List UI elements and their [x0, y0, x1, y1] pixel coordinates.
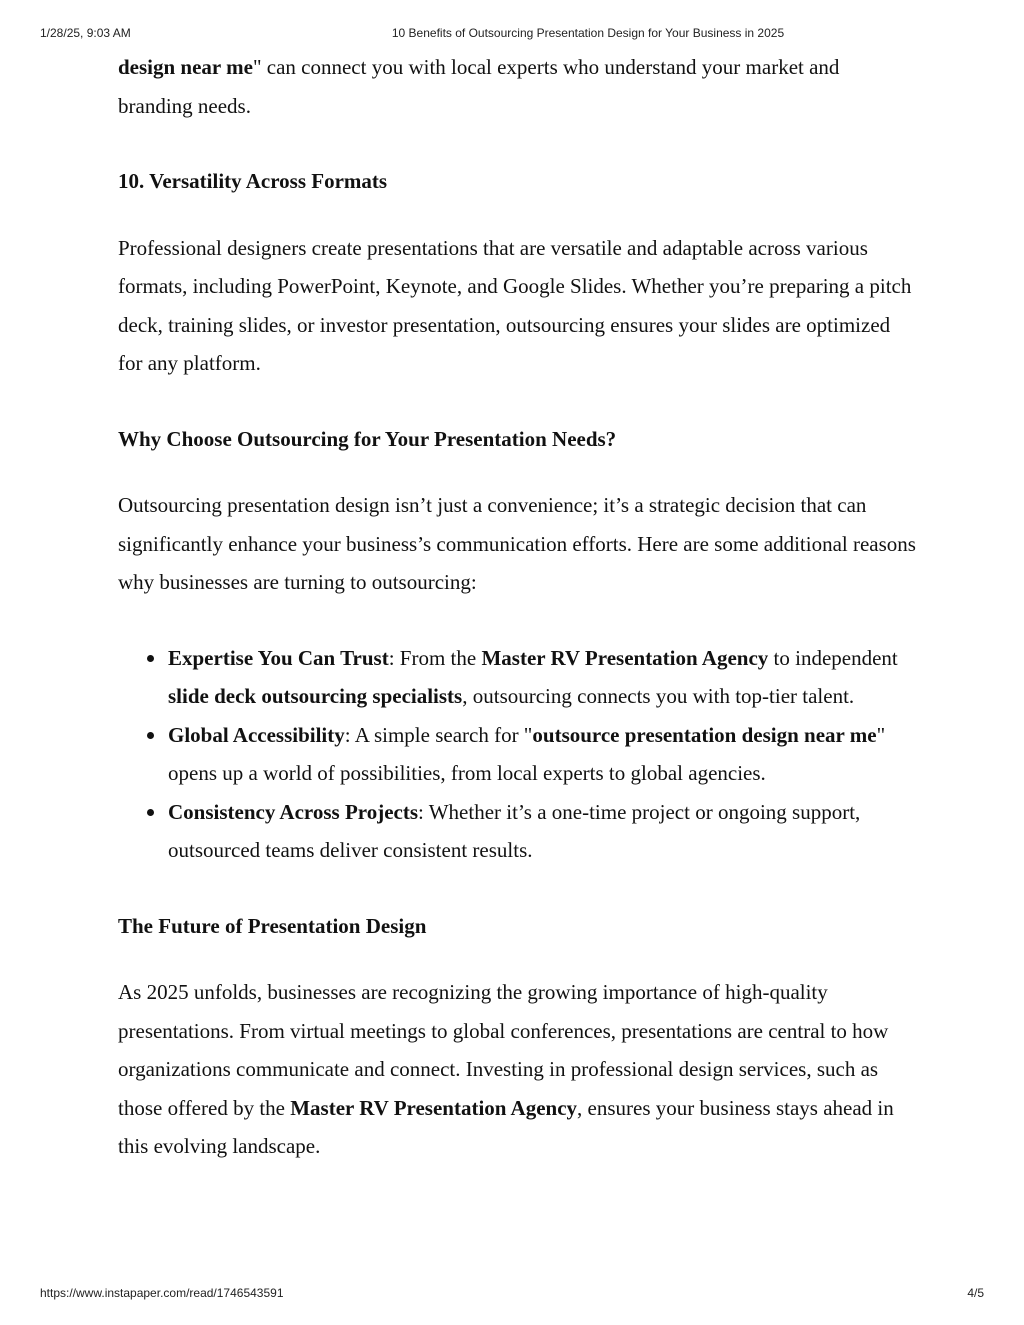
future-bold: Master RV Presentation Agency: [290, 1095, 578, 1120]
reasons-list: [118, 639, 918, 870]
future-text: , ensures your business stays ahead in this evolving landscape.: [118, 1095, 894, 1158]
list-item: [168, 793, 918, 870]
list-item-bold: slide deck outsourcing specialists: [168, 684, 463, 708]
intro-text: " can connect you with local experts who understand your market and branding needs.: [118, 55, 840, 118]
heading-why-outsourcing: Why Choose Outsourcing for Your Presentation Needs?: [118, 426, 617, 451]
list-item-title: Expertise You Can Trust: [168, 645, 389, 670]
print-url: https://www.instapaper.com/read/1746543591: [40, 1286, 284, 1300]
intro-bold: design near me: [118, 55, 253, 79]
print-page-number: 4/5: [967, 1286, 984, 1300]
list-item-text: : Whether it’s a one-time project or ongoing support, outsourced teams deliver consistent results.: [168, 799, 861, 862]
versatility-paragraph: Professional designers create presentations that are versatile and adaptable across various formats, including PowerPoint, Keynote, and Google Slides. Whether you’re preparing a pitch deck, training slides, or investor presentation, outsourcing ensures your slides are optimized for any platform.: [118, 235, 912, 375]
list-item: [168, 639, 918, 716]
heading-future: The Future of Presentation Design: [118, 913, 427, 938]
list-item-bold: outsource presentation design near me: [532, 722, 877, 747]
future-paragraph: [118, 973, 918, 1166]
list-item-text: " opens up a world of possibilities, from local experts to global agencies.: [168, 722, 886, 785]
list-item-title: Global Accessibility: [168, 722, 345, 747]
print-page-title: 10 Benefits of Outsourcing Presentation Design for Your Business in 2025: [391, 26, 785, 40]
future-text: As 2025 unfolds, businesses are recognizing the growing importance of high-quality presentations. From virtual meetings to global conferences, presentations are central to how organizations communicate and connect. Investing in professional design services, such as those offered by the: [118, 980, 889, 1120]
article-body: [118, 48, 918, 1166]
print-timestamp: 1/28/25, 9:03 AM: [40, 26, 131, 40]
list-item-text: , outsourcing connects you with top-tier talent.: [462, 684, 855, 708]
why-paragraph: Outsourcing presentation design isn’t just a convenience; it’s a strategic decision that can significantly enhance your business’s communication efforts. Here are some additional reasons why businesses are turning to outsourcing:: [118, 493, 916, 594]
list-item-text: : From the: [388, 645, 482, 670]
list-item: [168, 716, 918, 793]
heading-versatility: 10. Versatility Across Formats: [118, 169, 388, 193]
list-item-bold: Master RV Presentation Agency: [481, 645, 769, 670]
list-item-text: : A simple search for ": [344, 722, 533, 747]
list-item-title: Consistency Across Projects: [168, 799, 419, 824]
list-item-text: to independent: [768, 645, 898, 670]
intro-paragraph: [118, 48, 918, 125]
